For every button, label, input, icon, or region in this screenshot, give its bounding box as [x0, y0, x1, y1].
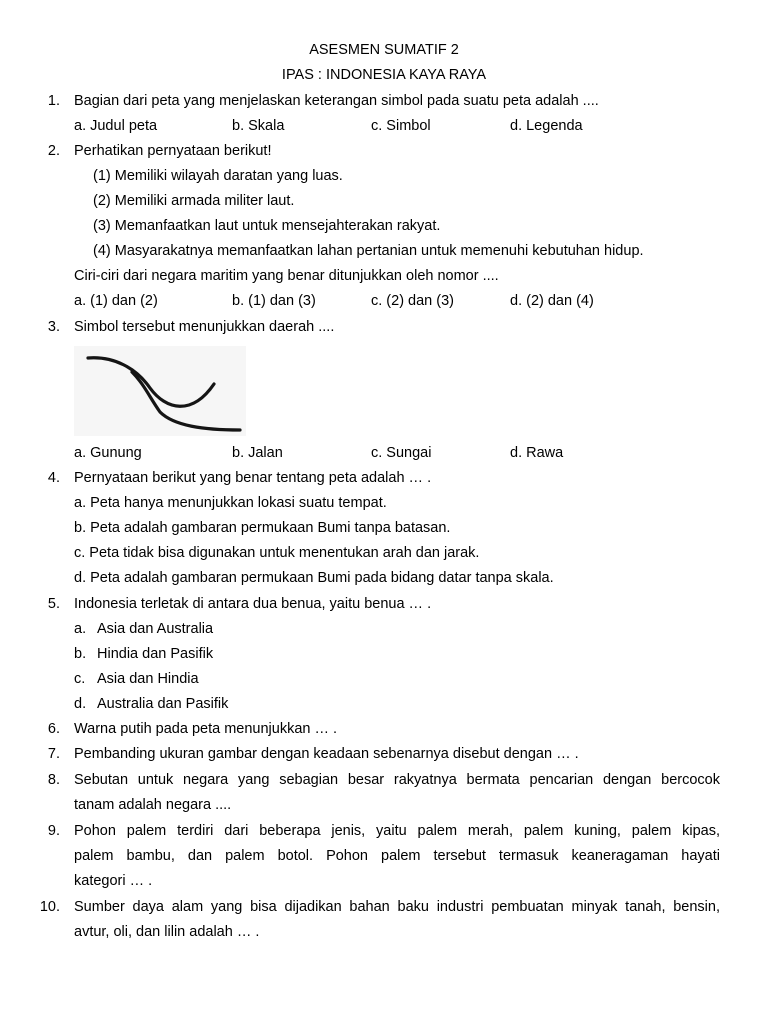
- statement-4: (4) Masyarakatnya memanfaatkan lahan pertanian untuk memenuhi kebutuhan hidup.: [93, 243, 644, 259]
- question-5: [0, 596, 768, 616]
- option-letter: a.: [74, 621, 87, 637]
- option-letter: d.: [74, 696, 87, 712]
- option-b[interactable]: b. Peta adalah gambaran permukaan Bumi tanpa batasan.: [74, 520, 451, 536]
- statement-3: (3) Memanfaatkan laut untuk mensejahterakan rakyat.: [93, 218, 441, 234]
- question-2-options: [0, 293, 768, 313]
- question-text-line: kategori … .: [74, 873, 153, 889]
- statement-1: (1) Memiliki wilayah daratan yang luas.: [93, 168, 343, 184]
- option-letter: b.: [74, 646, 87, 662]
- question-number: 1.: [47, 93, 60, 109]
- question-1-options: [0, 118, 768, 138]
- question-number: 7.: [47, 746, 60, 762]
- option-b[interactable]: b. Jalan: [232, 445, 283, 461]
- question-number: 4.: [47, 470, 60, 486]
- option-a[interactable]: a. Peta hanya menunjukkan lokasi suatu tempat.: [74, 495, 387, 511]
- river-symbol-image: [74, 346, 246, 436]
- option-text: Australia dan Pasifik: [97, 696, 229, 712]
- question-text: Simbol tersebut menunjukkan daerah ....: [74, 319, 335, 335]
- option-text: Hindia dan Pasifik: [97, 646, 214, 662]
- page-title: ASESMEN SUMATIF 2: [309, 42, 459, 58]
- question-number: 5.: [47, 596, 60, 612]
- question-text: Pernyataan berikut yang benar tentang peta adalah … .: [74, 470, 432, 486]
- option-text: Asia dan Hindia: [97, 671, 199, 687]
- question-number: 3.: [47, 319, 60, 335]
- question-1: [0, 93, 768, 113]
- question-text: Perhatikan pernyataan berikut!: [74, 143, 272, 159]
- question-text: Bagian dari peta yang menjelaskan keterangan simbol pada suatu peta adalah ....: [74, 93, 599, 109]
- option-d[interactable]: [0, 696, 768, 716]
- option-letter: c.: [74, 671, 86, 687]
- option-c[interactable]: [0, 671, 768, 691]
- question-2: [0, 143, 768, 163]
- option-a[interactable]: a. Judul peta: [74, 118, 158, 134]
- question-3-options: [0, 445, 768, 465]
- option-d[interactable]: d. Peta adalah gambaran permukaan Bumi pada bidang datar tanpa skala.: [74, 570, 554, 586]
- question-text: Warna putih pada peta menunjukkan … .: [74, 721, 338, 737]
- question-number: 10.: [39, 899, 60, 915]
- question-number: 9.: [47, 823, 60, 839]
- question-text: Indonesia terletak di antara dua benua, yaitu benua … .: [74, 596, 432, 612]
- option-b[interactable]: b. (1) dan (3): [232, 293, 316, 309]
- option-b[interactable]: [0, 646, 768, 666]
- option-c[interactable]: c. Peta tidak bisa digunakan untuk menentukan arah dan jarak.: [74, 545, 480, 561]
- option-d[interactable]: d. Rawa: [510, 445, 564, 461]
- question-6: [0, 721, 768, 741]
- question-text-line: palem bambu, dan palem botol. Pohon palem tersebut termasuk keaneragaman hayati: [74, 848, 720, 864]
- question-text-line: avtur, oli, dan lilin adalah … .: [74, 924, 260, 940]
- question-text-line: tanam adalah negara ....: [74, 797, 232, 813]
- option-a[interactable]: a. Gunung: [74, 445, 142, 461]
- page-subtitle: IPAS : INDONESIA KAYA RAYA: [281, 67, 487, 83]
- question-3: [0, 319, 768, 339]
- option-c[interactable]: c. Simbol: [371, 118, 431, 134]
- question-4: [0, 470, 768, 490]
- question-number: 8.: [47, 772, 60, 788]
- question-number: 6.: [47, 721, 60, 737]
- statement-2: (2) Memiliki armada militer laut.: [93, 193, 295, 209]
- option-text: Asia dan Australia: [97, 621, 214, 637]
- option-c[interactable]: c. (2) dan (3): [371, 293, 454, 309]
- option-d[interactable]: d. Legenda: [510, 118, 583, 134]
- question-text: Pembanding ukuran gambar dengan keadaan sebenarnya disebut dengan … .: [74, 746, 579, 762]
- option-d[interactable]: d. (2) dan (4): [510, 293, 594, 309]
- option-c[interactable]: c. Sungai: [371, 445, 432, 461]
- option-a[interactable]: [0, 621, 768, 641]
- option-b[interactable]: b. Skala: [232, 118, 285, 134]
- question-text-line: Pohon palem terdiri dari beberapa jenis, yaitu palem merah, palem kuning, palem kipas,: [74, 823, 720, 839]
- question-7: [0, 746, 768, 766]
- question-prompt: Ciri-ciri dari negara maritim yang benar ditunjukkan oleh nomor ....: [74, 268, 499, 284]
- question-number: 2.: [47, 143, 60, 159]
- option-a[interactable]: a. (1) dan (2): [74, 293, 158, 309]
- question-text-line: Sumber daya alam yang bisa dijadikan bahan baku industri pembuatan minyak tanah, bensin,: [74, 899, 720, 915]
- question-text-line: Sebutan untuk negara yang sebagian besar rakyatnya bermata pencarian dengan bercocok: [74, 772, 720, 788]
